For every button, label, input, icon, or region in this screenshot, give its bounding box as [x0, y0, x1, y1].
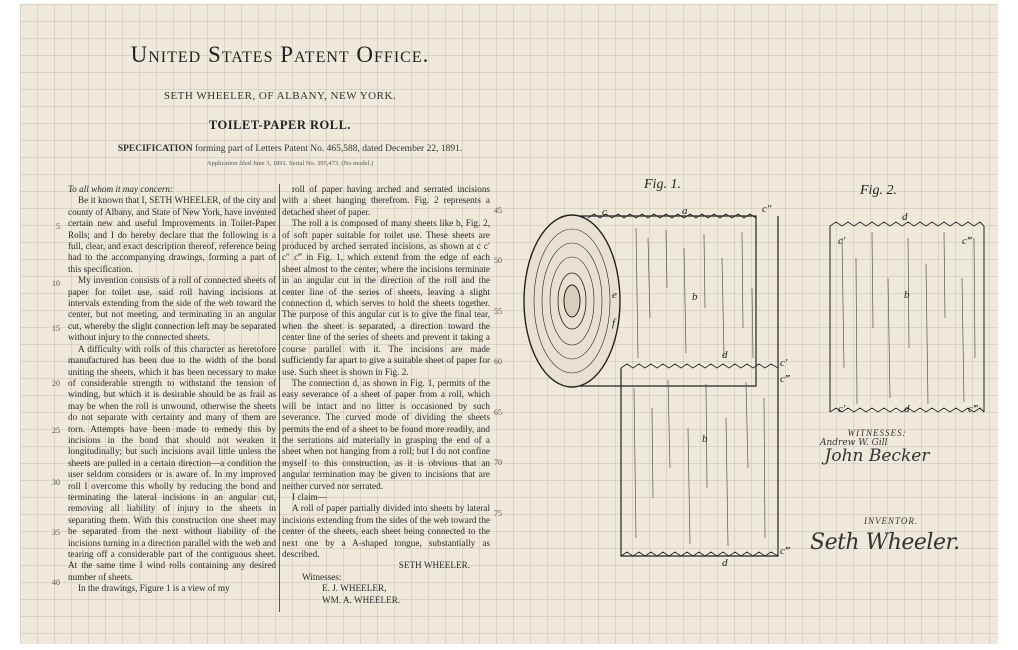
fig1-letter-a: a: [682, 205, 688, 217]
line-number: 45: [494, 206, 502, 215]
line-number: 20: [52, 379, 60, 388]
line-number: 65: [494, 408, 502, 417]
paragraph: Be it known that I, SETH WHEELER, of the city and county of Albany, and State of New York, have invented certain new and useful Improvements in Toilet-Paper Rolls; and I do hereby declare that the following is a full, clear, and exact description thereof, reference being had to the accompanying drawings, forming a part of this specification.: [68, 195, 276, 274]
fig2-sheet: [830, 222, 984, 412]
inventor-line: SETH WHEELER, OF ALBANY, NEW YORK.: [163, 90, 397, 102]
line-number: 50: [494, 256, 502, 265]
text-column-right: [282, 184, 490, 606]
fig1-letter-c1: c′: [780, 357, 788, 369]
application-line: Application filed June 3, 1891. Serial No. 395,473. (No model.): [206, 160, 374, 167]
fig2-letter-b: b: [904, 289, 910, 301]
fig1-letter-b2: b: [702, 433, 708, 445]
paragraph: In the drawings, Figure 1 is a view of my: [78, 583, 230, 594]
line-number: 5: [56, 222, 60, 231]
paragraph: A difficulty with rolls of this character as heretofore manufactured has been due to the width of the bond uniting the sheets, which it has been necessary to make of considerable strength to withstand the tension of winding, but which it is desirable should be as frail as may be when the roll is unwound, otherwise the sheets do not separate with certainty and many of them are torn. Attempts have been made to remedy this by incisions in the bond that should not weaken it longitudinally; but such incisions avail little unless the sheets are pulled in a certain direction—a condition the user seldom considers or is aware of. In my improved roll I overcome this wholly by reducing the bond and terminating the lateral incisions in an angular cut, removing all liability of injury to the sheets in separating them. With this construction one sheet may be separated from the next without liability of the incisions turning in a direction parallel with the web and tearing off a considerable part of the contiguous sheet. At the same time I wind rolls containing any desired number of sheets.: [68, 343, 276, 582]
spec-label: SPECIFICATION: [117, 144, 193, 154]
fig2-label: Fig. 2.: [860, 183, 897, 198]
fig2-letter-d: d: [902, 211, 908, 223]
invention-title: TOILET-PAPER ROLL.: [208, 118, 352, 132]
text-signature: SETH WHEELER.: [398, 560, 470, 571]
fig1-letter-f: f: [612, 317, 616, 329]
line-number: 70: [494, 458, 502, 467]
fig1-letter-c2: c″: [762, 203, 772, 215]
fig1-letter-b: b: [692, 291, 698, 303]
paragraph: The roll a is composed of many sheets like b, Fig. 2, of soft paper suitable for toilet use. These sheets are produced by arched serrated incisions, as shown at c c′ c″ c‴ in Fig. 1, which extend from the edge of each sheet almost to the center, where the incisions terminate in an angular cut in the direction of the roll and the center line of the series of sheets, leaving a slight connection d, which serves to hold the sheets together. The purpose of this angular cut is to give the final tear, when the sheet is separated, a direction toward the center line of the series of sheets and prevent it taking a course parallel with it. The incisions are made sufficiently far apart to give a suitable sheet of paper for use. Such sheet is shown in Fig. 2.: [282, 218, 490, 377]
fig2-letter-d2: d: [904, 403, 910, 415]
fig1-letter-c4: c‴: [780, 545, 790, 557]
fig1-letter-c: c: [602, 206, 607, 218]
line-number: 40: [52, 578, 60, 587]
fig1-letter-c3: c‴: [780, 373, 790, 385]
line-number: 15: [52, 324, 60, 333]
fig2-letter-c3b: c‴: [968, 403, 978, 415]
claim-text: A roll of paper partially divided into sheets by lateral incisions extending from the sides of the web toward the center of the sheets, each sheet being connected to the next one by a A-shaped tongue, substantially as described.: [282, 503, 490, 559]
witnesses-label: Witnesses:: [302, 571, 342, 582]
fig1-letter-d: d: [722, 349, 728, 361]
claim-heading: I claim—: [292, 491, 327, 502]
witness-name: E. J. WHEELER,: [322, 583, 387, 594]
witness-signature-2: John Becker: [824, 446, 930, 466]
line-number: 75: [494, 509, 502, 518]
column-divider: [279, 184, 280, 612]
fig1-roll-end: [524, 215, 620, 387]
fig2-letter-c1: c′: [838, 235, 846, 247]
inventor-heading: INVENTOR.: [864, 516, 919, 526]
inventor-signature: Seth Wheeler.: [810, 530, 960, 555]
patent-sheet: [20, 4, 998, 644]
fig1-label: Fig. 1.: [644, 177, 681, 192]
fig2-letter-c3: c‴: [962, 235, 972, 247]
inventor-block: [810, 516, 960, 555]
witnesses-heading: WITNESSES:: [847, 428, 907, 438]
line-number: 60: [494, 357, 502, 366]
fig1-letter-d2: d: [722, 557, 728, 569]
witness-signature-1: Andrew W. Gill: [820, 438, 888, 448]
line-number: 35: [52, 528, 60, 537]
fig1-letter-e: e: [612, 289, 617, 301]
fig2-letter-c1b: c′: [838, 403, 846, 415]
salutation: To all whom it may concern:: [68, 184, 174, 194]
text-column-left: [68, 184, 276, 595]
patent-office-title: United States Patent Office.: [130, 42, 430, 67]
witness-name: WM. A. WHEELER.: [322, 594, 401, 605]
paragraph: The connection d, as shown in Fig. 1, permits of the easy severance of a sheet of paper from a roll, which will be intact and no litter is occasioned by such severance. The curved mode of dividing the sheets permits the end of a sheet to be found more readily, and the serrations aid materially in grasping the end of a sheet when not hanging from a roll; but I do not confine myself to this construction, as it is obvious that an angular termination may be given to incisions that are neither curved nor serrated.: [282, 377, 490, 491]
specification-line: [80, 144, 500, 154]
line-number: 55: [494, 307, 502, 316]
line-number: 25: [52, 426, 60, 435]
paragraph: My invention consists of a roll of connected sheets of paper for toilet use, said roll having incisions at intervals extending from the side of the web toward the center, but not meeting, and terminating in an angular cut, whereby the slight connection left may be separated without injury to the connected sheets.: [68, 275, 276, 343]
witnesses-block: [812, 428, 942, 466]
paragraph: roll of paper having arched and serrated incisions with a sheet hanging therefrom. Fig. 2 represents a detached sheet of paper.: [282, 184, 490, 217]
line-number: 30: [52, 478, 60, 487]
line-number: 10: [52, 279, 60, 288]
spec-text: forming part of Letters Patent No. 465,588, dated December 22, 1891.: [192, 144, 463, 154]
